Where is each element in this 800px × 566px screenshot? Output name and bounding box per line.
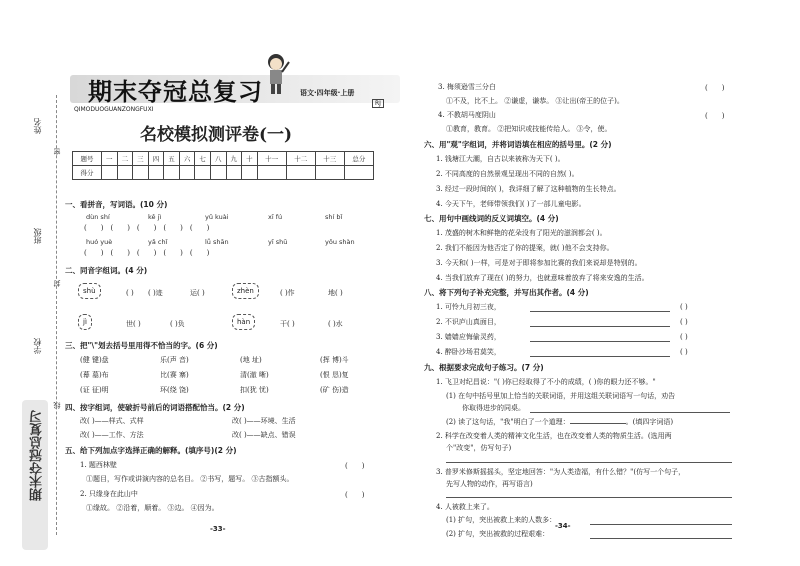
score-table bbox=[72, 151, 374, 180]
pinyin: dùn shí bbox=[86, 213, 110, 221]
pinyin-circle: shù bbox=[78, 283, 101, 299]
q8-line: 4. 醉卧沙场君莫笑， bbox=[436, 348, 501, 356]
choice-item[interactable]: 扣(犹 忧) bbox=[240, 386, 269, 394]
choice-item[interactable]: (挥 博)斗 bbox=[320, 356, 349, 364]
q8-line: 2. 不识庐山真面目， bbox=[436, 318, 501, 326]
choice-item[interactable]: (健 键)盘 bbox=[80, 356, 109, 364]
q7-line[interactable]: 2. 我们不能因为他否定了你的提案，就( )他不会支持你。 bbox=[436, 244, 614, 252]
blank[interactable]: 世( ) bbox=[126, 320, 141, 328]
subject-label: 语文·四年级·上册 bbox=[300, 89, 355, 97]
q4-heading: 四、按字组词，使破折号前后的词语搭配恰当。(2 分) bbox=[65, 403, 245, 412]
side-logo: 期末夺冠总复习 bbox=[22, 400, 48, 550]
answer-line[interactable] bbox=[530, 356, 670, 357]
q8-line: 1. 可怜九月初三夜， bbox=[436, 303, 501, 311]
score-value-row: 得分 bbox=[73, 166, 374, 180]
answer-line[interactable] bbox=[530, 412, 730, 413]
r-item: 4. 不教胡马度阴山 bbox=[438, 111, 496, 119]
pinyin-circle: zhèn bbox=[232, 283, 259, 299]
blank[interactable]: ( ) bbox=[705, 84, 725, 92]
blank[interactable]: ( )作 bbox=[280, 289, 295, 297]
side-label-name: 姓名 bbox=[33, 118, 42, 134]
blank[interactable]: 改( )——样式、式样 bbox=[80, 417, 144, 425]
side-seal-feng: 封 bbox=[53, 280, 61, 287]
choice-item[interactable]: (地 址) bbox=[240, 356, 262, 364]
r-options: ①不及，比不上。 ②谦虚，谦恭。 ③让出(帝王的位子)。 bbox=[446, 97, 624, 105]
author-blank[interactable]: ( ) bbox=[680, 333, 688, 341]
blank[interactable]: 运( ) bbox=[190, 289, 205, 297]
q7-heading: 七、用句中画线词的反义词填空。(4 分) bbox=[424, 214, 559, 223]
q9-item[interactable]: 1. 飞卫对纪昌说："( )你已经取得了不小的成绩，( )你的眼力还不够。" bbox=[436, 378, 656, 386]
blank[interactable]: ( )水 bbox=[328, 320, 343, 328]
side-label-class: 班级 bbox=[33, 228, 42, 244]
pinyin: lǚ shān bbox=[205, 238, 229, 246]
q6-line[interactable]: 1. 钱塘江大潮，自古以来被称为天下( )。 bbox=[436, 155, 565, 163]
q9-sub: 你取得进步的同桌。 bbox=[462, 404, 525, 412]
author-blank[interactable]: ( ) bbox=[680, 348, 688, 356]
choice-item[interactable]: 环(绕 饶) bbox=[160, 386, 189, 394]
pinyin: kě jì bbox=[148, 213, 162, 221]
q5-options: ①缘故。 ②沿着，顺着。 ③边。 ④因为。 bbox=[86, 504, 219, 512]
answer-blank-row[interactable]: ( ) ( ) ( ) ( ) ( ) bbox=[84, 249, 210, 257]
author-blank[interactable]: ( ) bbox=[680, 303, 688, 311]
q6-line[interactable]: 3. 经过一段时间的( )，我详细了解了这种植物的生长特点。 bbox=[436, 185, 621, 193]
choice-item[interactable]: (矿 伤)造 bbox=[320, 386, 349, 394]
choice-item[interactable]: (证 征)明 bbox=[80, 386, 109, 394]
answer-blank-row[interactable]: ( ) ( ) ( ) ( ) ( ) bbox=[84, 224, 210, 232]
q2-heading: 二、同音字组词。(4 分) bbox=[65, 266, 148, 275]
q9-sub: (2) 扩句，突出被救的过程艰难： bbox=[446, 530, 550, 538]
blank[interactable]: 地( ) bbox=[328, 289, 343, 297]
page-number-left: -33- bbox=[210, 525, 226, 533]
blank[interactable]: 改( )——缺点、错误 bbox=[232, 431, 296, 439]
q9-heading: 九、根据要求完成句子练习。(7 分) bbox=[424, 363, 544, 372]
blank[interactable]: ( ) bbox=[126, 289, 134, 297]
answer-line[interactable] bbox=[446, 462, 732, 463]
q5-item: 1. 题西林壁 bbox=[80, 461, 117, 469]
q5-options: ①题目，写作或讲演内容的总名目。 ②书写，题写。 ③古指额头。 bbox=[86, 475, 294, 483]
answer-line[interactable] bbox=[530, 341, 670, 342]
q5-item: 2. 只缘身在此山中 bbox=[80, 490, 138, 498]
mascot-icon bbox=[262, 52, 290, 96]
choice-item[interactable]: (幕 墓)布 bbox=[80, 371, 109, 379]
q7-line[interactable]: 3. 今天和( )一样，可是对于即将参加比赛的我们来说却是特别的。 bbox=[436, 259, 642, 267]
answer-line[interactable] bbox=[530, 326, 670, 327]
side-seal-xian: 线 bbox=[53, 402, 61, 409]
side-label-school: 学校 bbox=[33, 338, 42, 354]
answer-line[interactable] bbox=[590, 538, 732, 539]
q3-heading: 三、把"\"划去括号里用得不恰当的字。(6 分) bbox=[65, 341, 218, 350]
q6-line[interactable]: 2. 不同高度的自然景观呈现出不同的自然( )。 bbox=[436, 170, 579, 178]
choice-item[interactable]: (恨 恳)复 bbox=[320, 371, 349, 379]
q9-sub: 先写人物的动作，再写语言) bbox=[446, 480, 533, 488]
blank[interactable]: ( ) bbox=[705, 112, 725, 120]
q9-item: 3. 普罗米修斯摇摇头，坚定地回答："为人类造福，有什么错？"(仿写一个句子， bbox=[436, 468, 686, 476]
pinyin-circle: jì bbox=[78, 314, 92, 330]
page-number-right: -34- bbox=[555, 522, 571, 530]
q8-heading: 八、将下列句子补充完整，并写出其作者。(4 分) bbox=[424, 288, 589, 297]
q9-sub: (1) 扩句，突出被救上来的人数多： bbox=[446, 516, 557, 524]
r-item: 3. 梅须逊雪三分白 bbox=[438, 83, 496, 91]
r-options: ①教育，教育。 ②把知识或技能传给人。 ③令，使。 bbox=[446, 125, 612, 133]
pinyin: yǔ kuài bbox=[205, 213, 229, 221]
edition-badge: RJ bbox=[372, 99, 384, 108]
q7-line[interactable]: 4. 当我们放弃了现在( )的努力，也就意味着放弃了将来安逸的生活。 bbox=[436, 274, 649, 282]
pinyin: shí bǐ bbox=[325, 213, 343, 221]
score-header-row: 题号 一 二 三 四 五 六 七 八 九 十 十一 十二 十三 总分 bbox=[73, 152, 374, 166]
side-margin bbox=[0, 0, 61, 566]
q9-sub-b: (2) 读了这句话，"我"明白了一个道理： 。(填四字词语) bbox=[446, 418, 674, 426]
side-dashed-line bbox=[56, 95, 57, 535]
q8-line: 3. 嫱嫱应悔偷灵药， bbox=[436, 333, 501, 341]
choice-item[interactable]: 乐(声 音) bbox=[160, 356, 189, 364]
exam-title: 名校模拟测评卷(一) bbox=[140, 125, 293, 145]
author-blank[interactable]: ( ) bbox=[680, 318, 688, 326]
q6-heading: 六、用"观"字组词，并将词语填在相应的括号里。(2 分) bbox=[424, 140, 612, 149]
answer-line[interactable] bbox=[530, 311, 670, 312]
q9-sub: 个"改变"，仿写句子) bbox=[446, 444, 512, 452]
blank[interactable]: ( ) bbox=[345, 491, 365, 499]
q9-sub: (1) 在句中括号里加上恰当的关联词语，并用这组关联词语写一句话，劝告 bbox=[446, 392, 676, 400]
answer-line[interactable] bbox=[590, 524, 732, 525]
pinyin: yī shū bbox=[268, 238, 288, 246]
q5-heading: 五、给下列加点字选择正确的解释。(填序号)(2 分) bbox=[65, 446, 237, 455]
side-seal-mi: 密 bbox=[53, 148, 61, 155]
pinyin: yǒu shàn bbox=[325, 238, 355, 246]
pinyin: huó yuè bbox=[86, 238, 113, 246]
blank[interactable]: ( )负 bbox=[170, 320, 185, 328]
pinyin-subtitle: QIMODUOGUANZONGFUXI bbox=[74, 106, 154, 113]
choice-item[interactable]: 清(澈 晰) bbox=[240, 371, 269, 379]
q7-line[interactable]: 1. 茂盛的树木和鲜艳的花朵没有了阳光的滋润都会( )。 bbox=[436, 229, 607, 237]
blank[interactable]: 干( ) bbox=[280, 320, 295, 328]
pinyin: xī fú bbox=[268, 213, 283, 221]
pinyin: yǎ chǐ bbox=[148, 238, 168, 246]
q6-line[interactable]: 4. 今天下午，老师带领我们( )了一部儿童电影。 bbox=[436, 200, 586, 208]
answer-line[interactable] bbox=[446, 497, 732, 498]
pinyin-circle: hàn bbox=[232, 314, 255, 330]
blank[interactable]: 改( )——环境、生活 bbox=[232, 417, 296, 425]
blank[interactable]: ( ) bbox=[345, 462, 365, 470]
choice-item[interactable]: 比(赛 寨) bbox=[160, 371, 189, 379]
blank[interactable]: 改( )——工作、方法 bbox=[80, 431, 144, 439]
q1-heading: 一、看拼音，写词语。(10 分) bbox=[65, 200, 168, 209]
q9-item: 4. 人被救上来了。 bbox=[436, 503, 494, 511]
blank[interactable]: ( )迹 bbox=[148, 289, 163, 297]
header-title: 期末夺冠总复习 bbox=[88, 78, 263, 106]
q9-item: 2. 科学在改变着人类的精神文化生活，也在改变着人类的物质生活。(选用两 bbox=[436, 432, 672, 440]
